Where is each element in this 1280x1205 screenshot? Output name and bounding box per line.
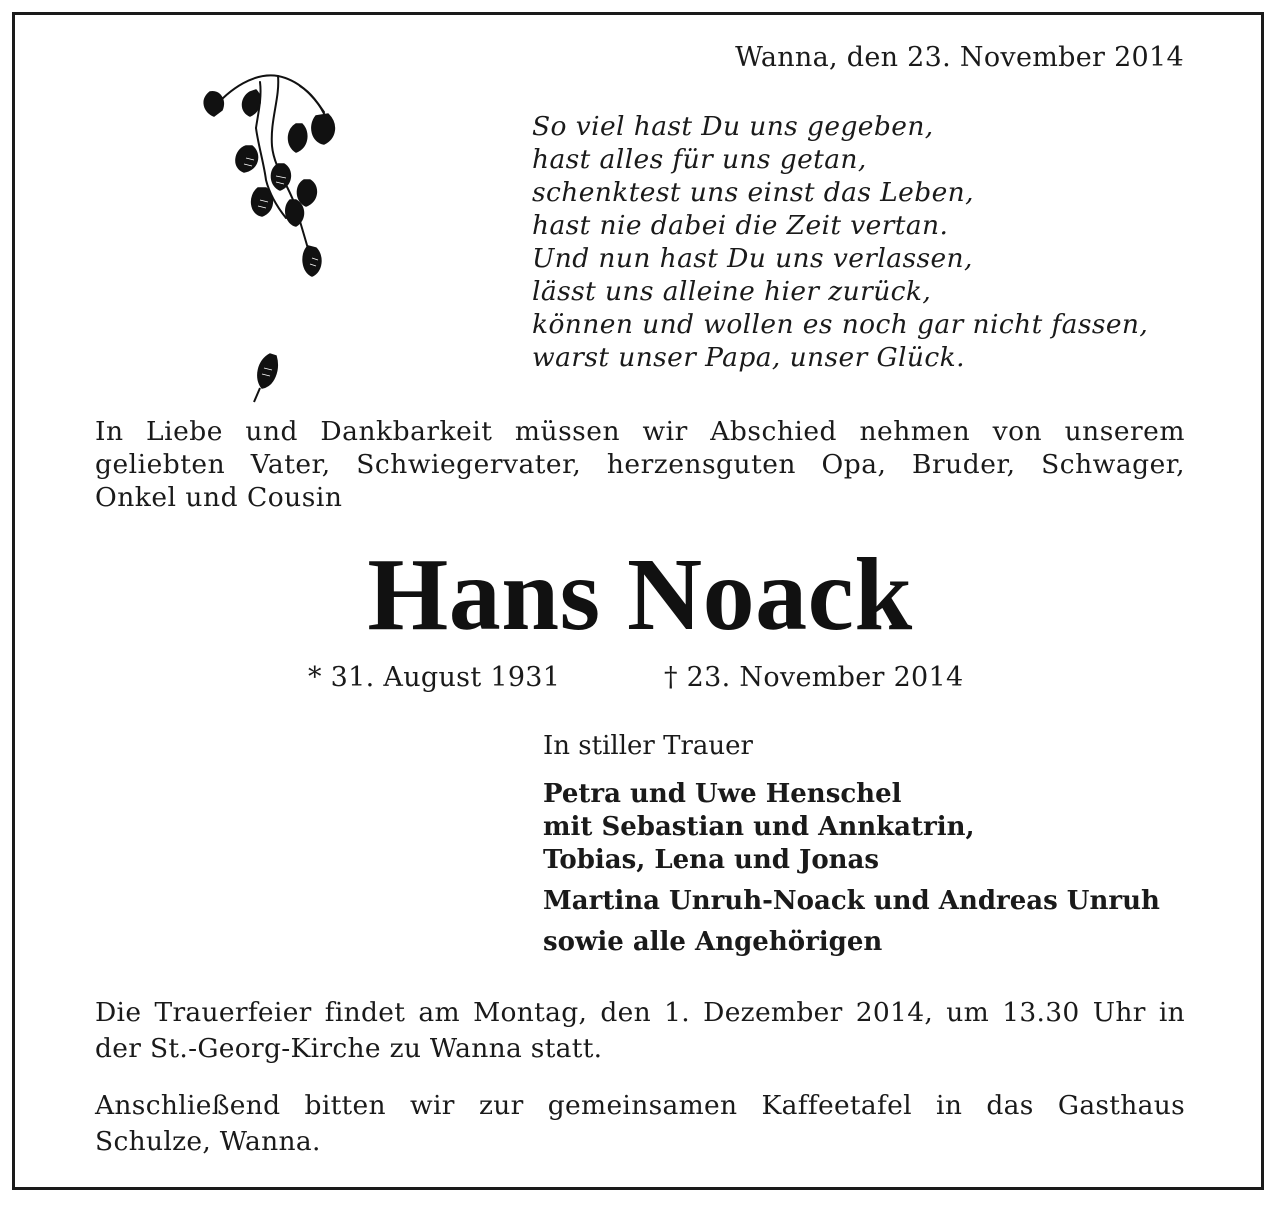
intro-line: Onkel und Cousin <box>95 482 343 513</box>
mourner-line: mit Sebastian und Annkatrin, <box>543 812 975 842</box>
poem-line: Und nun hast Du uns verlassen, <box>532 243 973 274</box>
birch-branch-icon <box>200 68 360 408</box>
poem-line: können und wollen es noch gar nicht fassen, <box>532 309 1149 340</box>
service-line: der St.-Georg-Kirche zu Wanna statt. <box>95 1033 603 1064</box>
mourning-label: In stiller Trauer <box>543 731 753 761</box>
mourner-line: sowie alle Angehörigen <box>543 927 883 957</box>
poem-line: So viel hast Du uns gegeben, <box>532 111 934 142</box>
place-date: Wanna, den 23. November 2014 <box>735 42 1184 73</box>
memorial-poem <box>532 110 1148 374</box>
service-line: Die Trauerfeier findet am Montag, den 1. Dezember 2014, um 13.30 Uhr in <box>95 997 1185 1028</box>
reception-line: Anschließend bitten wir zur gemeinsamen Kaffeetafel in das Gasthaus <box>95 1090 1185 1121</box>
poem-line: lässt uns alleine hier zurück, <box>532 276 932 307</box>
reception-line: Schulze, Wanna. <box>95 1126 321 1157</box>
intro-line: geliebten Vater, Schwiegervater, herzensguten Opa, Bruder, Schwager, <box>95 449 1185 480</box>
mourners-list <box>543 778 1160 959</box>
death-date: † 23. November 2014 <box>664 662 964 693</box>
reception-info <box>95 1088 1185 1160</box>
mourner-line: Martina Unruh-Noack und Andreas Unruh <box>543 886 1160 916</box>
poem-line: hast nie dabei die Zeit vertan. <box>532 210 949 241</box>
mourner-line: Petra und Uwe Henschel <box>543 779 902 809</box>
birth-date: * 31. August 1931 <box>308 662 561 693</box>
farewell-intro <box>95 415 1185 514</box>
intro-line: In Liebe und Dankbarkeit müssen wir Abschied nehmen von unserem <box>95 416 1185 447</box>
funeral-service-info <box>95 995 1185 1067</box>
mourner-line: Tobias, Lena und Jonas <box>543 845 880 875</box>
poem-line: warst unser Papa, unser Glück. <box>532 342 965 373</box>
poem-line: hast alles für uns getan, <box>532 144 867 175</box>
poem-line: schenktest uns einst das Leben, <box>532 177 974 208</box>
deceased-name: Hans Noack <box>367 537 913 652</box>
